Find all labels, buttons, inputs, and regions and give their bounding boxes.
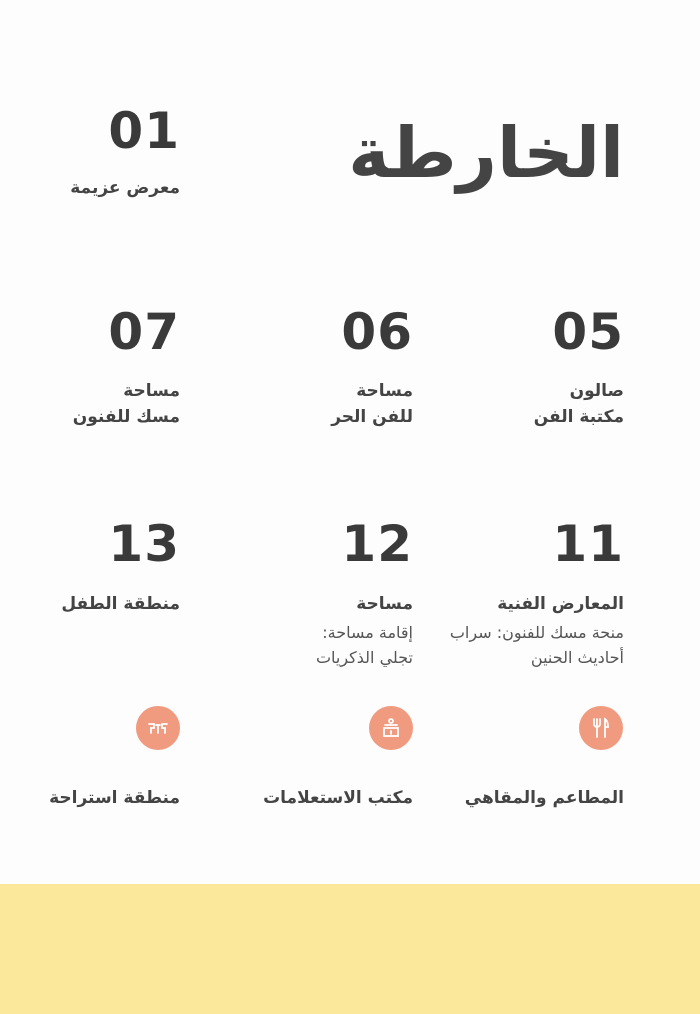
map-item-number: 12 [341, 515, 413, 573]
map-item-label: منطقة الطفل [61, 594, 180, 614]
amenity-label: منطقة استراحة [49, 788, 180, 808]
map-item-number: 07 [108, 303, 180, 361]
map-item-description: منحة مسك للفنون: سراب أحاديث الحنين [449, 623, 624, 667]
map-item-number: 01 [108, 102, 180, 160]
rest-area-icon [136, 706, 180, 750]
amenity-label: المطاعم والمقاهي [464, 788, 624, 808]
map-item-label: المعارض الفنية [497, 594, 624, 614]
map-item-number: 05 [552, 303, 624, 361]
map-item-label: مساحة مسك للفنون [72, 381, 180, 427]
footer-band [0, 884, 700, 1014]
map-item-description: إقامة مساحة: تجلي الذكريات [315, 623, 413, 667]
page-title: الخارطة [348, 112, 624, 194]
info-desk-icon [369, 706, 413, 750]
map-item-number: 13 [108, 515, 180, 573]
map-item-label: معرض عزيمة [70, 178, 180, 198]
map-item-label: مساحة [356, 594, 413, 614]
map-item-number: 06 [341, 303, 413, 361]
map-item-label: صالون مكتبة الفن [533, 381, 624, 427]
restaurant-icon [579, 706, 623, 750]
map-item-number: 11 [552, 515, 624, 573]
amenity-label: مكتب الاستعلامات [263, 788, 413, 808]
map-item-label: مساحة للفن الحر [331, 381, 413, 427]
